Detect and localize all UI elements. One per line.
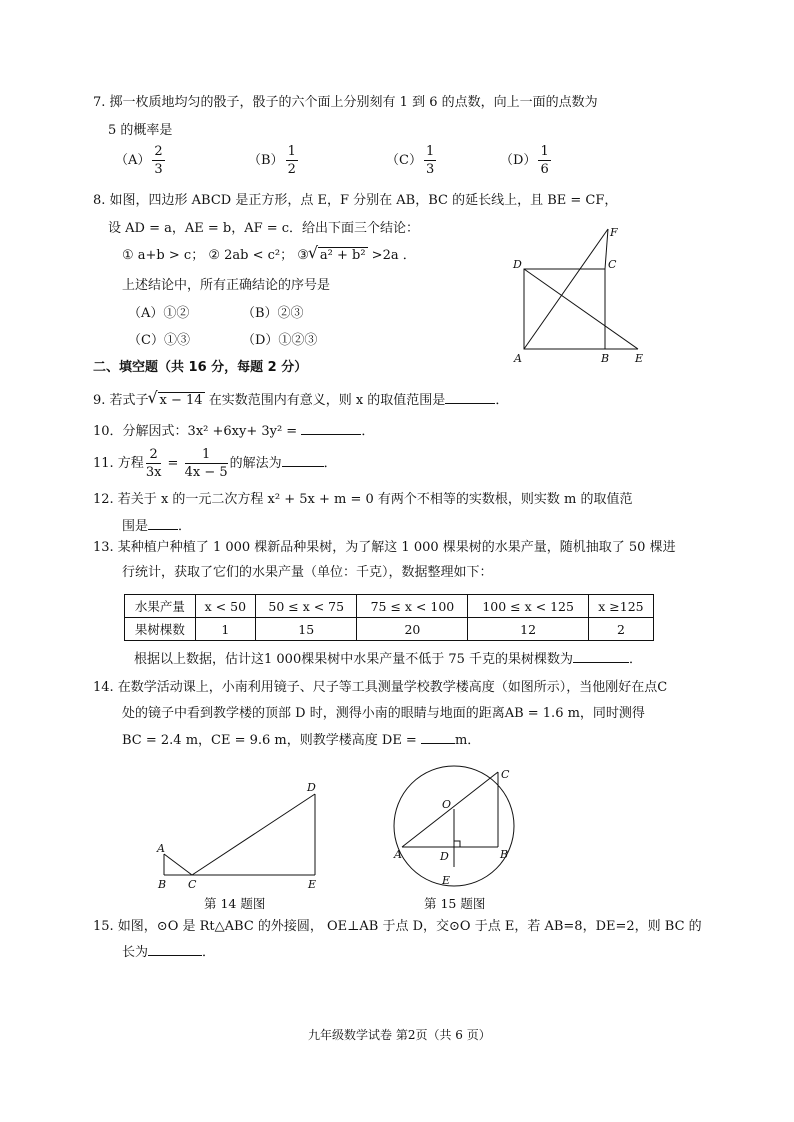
q7-option-a-label: （A） [115,153,151,168]
q15-label-a: A [394,848,402,861]
q11-fraction-right: $\frac{1}{4x - 5}$ [184,447,228,480]
table-cell: 50 ≤ x < 75 [256,595,357,618]
q15-label-b: B [500,848,509,861]
q12-end: ． [178,519,192,534]
q14-label-b: B [158,878,167,890]
table-cell: 20 [357,618,468,641]
q13-line2: 行统计，获取了它们的水果产量（单位：千克），数据整理如下： [122,565,493,580]
q11-text: 11. 方程 [93,456,144,471]
q15-line1: 15. 如图，⊙O 是 Rt△ABC 的外接圆， OE⊥AB 于点 D，交⊙O 于点 E，若 AB=8，DE=2，则 BC 的 [93,919,702,934]
q13-line3 [134,653,642,666]
q15-label-d: D [440,850,449,863]
q7-option-b-fraction: $\frac{1}{2}$ [287,144,296,177]
q13-answer-blank[interactable] [573,662,629,663]
q7-option-c [386,145,438,176]
q8-conclusions-text: ① a+b > c； ② 2ab < c²； ③ [122,248,309,263]
q15-line2 [122,946,215,959]
q11 [93,448,337,479]
q10 [93,425,374,438]
q14-answer-blank[interactable] [421,743,455,744]
q14-label-a: A [157,842,165,855]
q9 [93,392,508,407]
q8-label-c: C [608,258,617,271]
q11-end: ． [323,456,337,471]
q8-sqrt: √ a² + b² [309,247,368,262]
table-cell: 果树棵数 [125,618,196,641]
q8-conclusions [122,247,416,262]
q14-caption: 第 14 题图 [204,896,266,911]
q11-equals: = [163,456,183,471]
q10-end: ． [361,424,375,439]
q7-option-d-label: （D） [500,153,537,168]
q15-line2-text: 长为 [122,945,149,960]
q14-label-d: D [307,781,316,794]
q15-end: ． [202,945,216,960]
q10-answer-blank[interactable] [301,434,361,435]
q13-end: ． [629,652,643,667]
q15-circle-figure [388,760,528,892]
q8-line4: 上述结论中，所有正确结论的序号是 [122,278,331,293]
q13-line1: 13. 某种植户种植了 1 000 棵新品种果树，为了解这 1 000 棵果树的水果产量，随机抽取了 50 棵进 [93,540,676,555]
q7-option-c-label: （C） [386,153,422,168]
q9-text-2: 在实数范围内有意义，则 x 的取值范围是 [204,393,446,408]
q7-option-b [248,145,300,176]
q7-line2: 5 的概率是 [108,123,173,138]
table-cell: 水果产量 [125,595,196,618]
q8-label-e: E [635,352,644,364]
q8-option-a: （A）①② [128,306,190,321]
q8-conclusions-tail: >2a ． [367,248,416,263]
q8-line1: 8. 如图，四边形 ABCD 是正方形，点 E，F 分别在 AB，BC 的延长线上，且 BE = CF， [93,193,618,208]
q9-end: ． [495,393,509,408]
q14-line3 [122,734,480,747]
q12-answer-blank[interactable] [148,529,178,530]
q14-line2: 处的镜子中看到教学楼的顶部 D 时，测得小南的眼睛与地面的距离AB = 1.6 m，同时测得 [122,706,645,721]
q15-label-e: E [442,874,451,887]
q8-label-d: D [513,258,522,271]
table-cell: 75 ≤ x < 100 [357,595,468,618]
q12-line1: 12. 若关于 x 的一元二次方程 x² + 5x + m = 0 有两个不相等的实数根，则实数 m 的取值范 [93,492,633,507]
q12-line2 [122,520,191,533]
table-cell: x < 50 [195,595,255,618]
table-row [125,618,654,641]
table-cell: 1 [195,618,255,641]
q7-option-d-fraction: $\frac{1}{6}$ [540,144,549,177]
page-footer: 九年级数学试卷 第2页（共 6 页） [308,1028,491,1042]
q9-answer-blank[interactable] [445,403,495,404]
q7-option-b-label: （B） [248,153,284,168]
table-cell: 2 [588,618,653,641]
table-cell: x ≥125 [588,595,653,618]
q8-option-d: （D）①②③ [242,333,318,348]
q7-line1: 7. 掷一枚质地均匀的骰子，骰子的六个面上分别刻有 1 到 6 的点数，向上一面的点数为 [93,95,598,110]
q9-text: 9. 若式子 [93,393,149,408]
q15-label-o: O [442,798,452,811]
section-2-heading: 二、填空题（共 16 分，每题 2 分） [93,360,308,375]
q14-line1: 14. 在数学活动课上，小南利用镜子、尺子等工具测量学校教学楼高度（如图所示），当他刚好在点C [93,680,668,695]
table-cell: 15 [256,618,357,641]
q10-text: 10．分解因式：3x² +6xy+ 3y² = [93,424,302,439]
q15-answer-blank[interactable] [148,955,202,956]
q7-option-c-fraction: $\frac{1}{3}$ [425,144,435,177]
q7-option-d [500,145,553,176]
q11-fraction-left: $\frac{2}{3x}$ [145,447,162,480]
q14-label-e: E [308,878,317,890]
q12-line2-text: 围是 [122,519,149,534]
table-cell: 12 [468,618,588,641]
q14-mirror-figure [150,778,330,890]
q8-square-figure [510,222,660,364]
table-row [125,595,654,618]
q14-line3-text: BC = 2.4 m，CE = 9.6 m，则教学楼高度 DE = [122,733,421,748]
q15-caption: 第 15 题图 [424,896,486,911]
q8-label-b: B [601,352,610,364]
q15-label-c: C [501,768,510,781]
q7-option-a-fraction: $\frac{2}{3}$ [154,144,163,177]
q8-label-f: F [610,226,618,239]
q11-text-2: 的解法为 [229,456,282,471]
table-cell: 100 ≤ x < 125 [468,595,588,618]
q14-end: m． [454,733,481,748]
q8-line2: 设 AD = a，AE = b，AF = c．给出下面三个结论： [108,221,420,236]
q8-option-c: （C）①③ [128,333,190,348]
q8-option-b: （B）②③ [242,306,304,321]
q13-data-table [124,594,654,641]
q11-answer-blank[interactable] [282,466,324,467]
q7-option-a [115,145,167,176]
q13-line3-text: 根据以上数据，估计这1 000棵果树中水果产量不低于 75 千克的果树棵数为 [134,652,574,667]
q14-label-c: C [188,878,197,890]
q9-sqrt: √ x − 14 [149,392,205,407]
q8-label-a: A [514,352,522,364]
